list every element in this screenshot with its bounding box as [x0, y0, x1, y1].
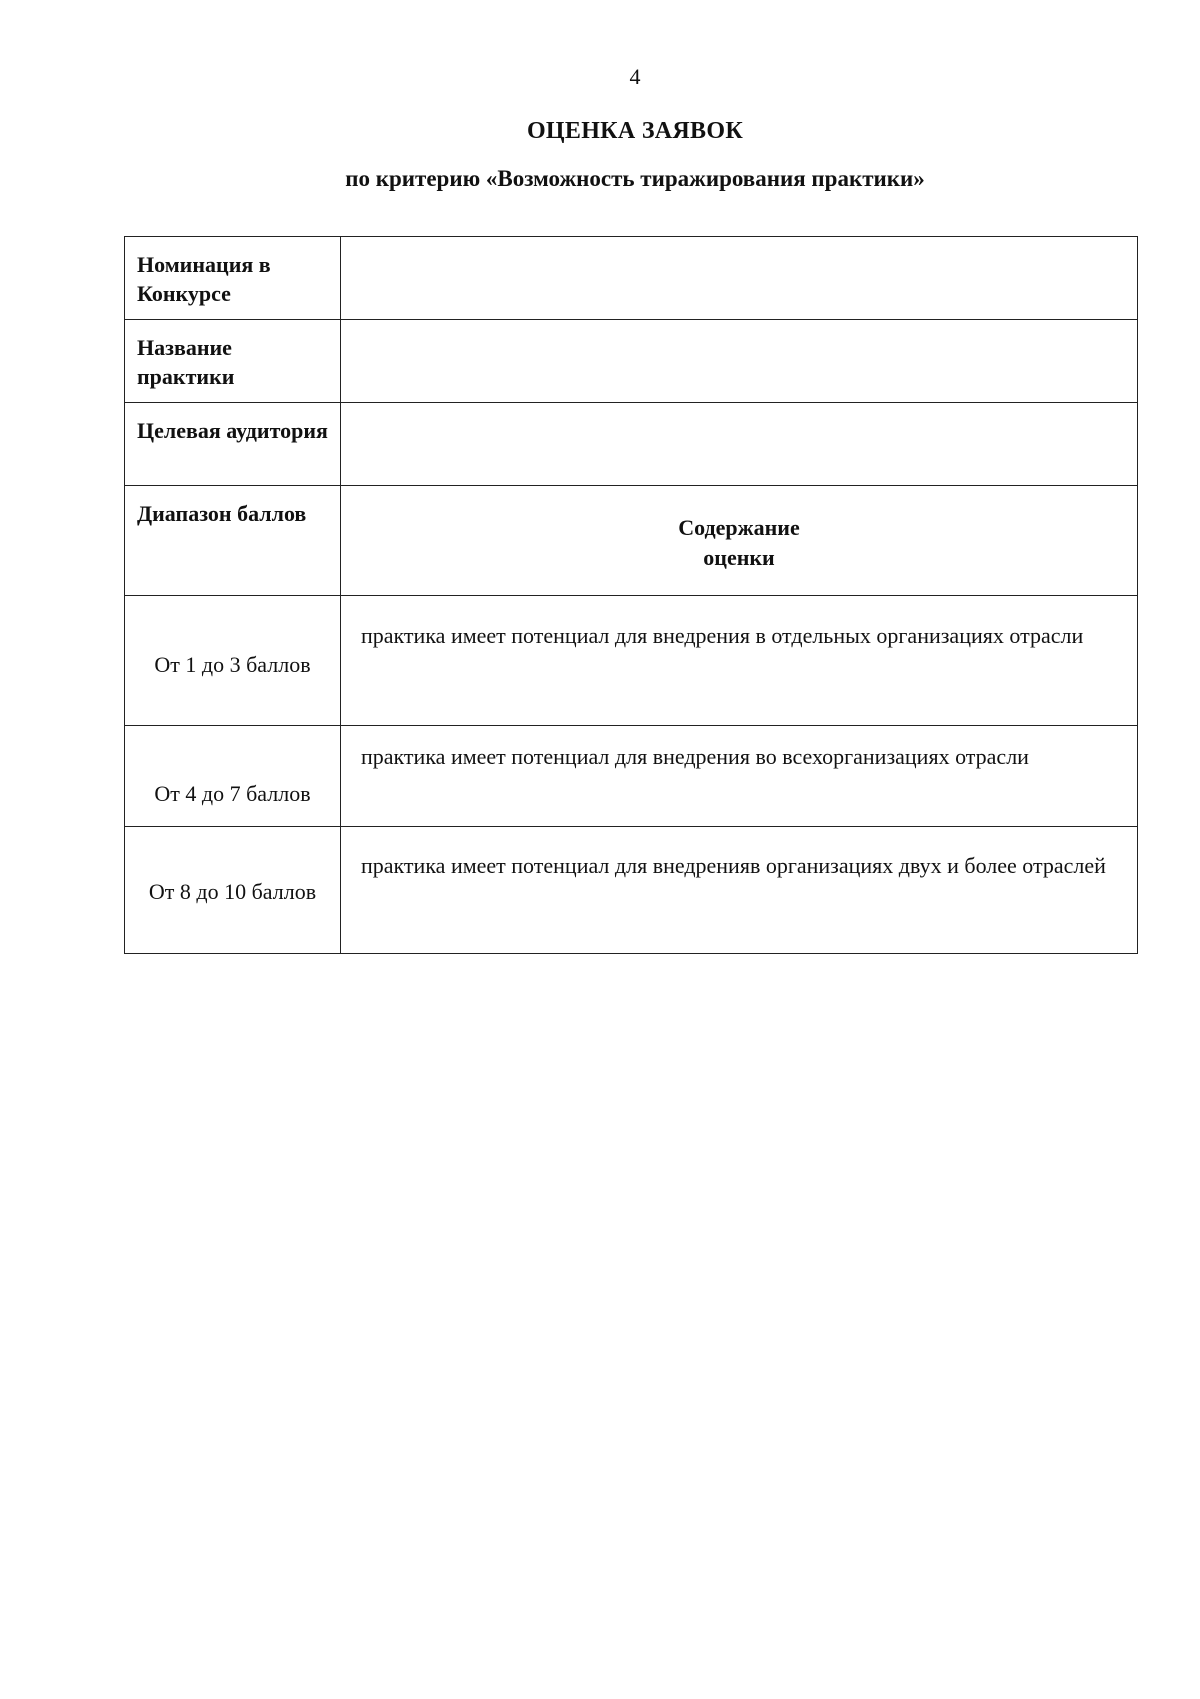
target-audience-value[interactable]: [341, 403, 1138, 486]
document-title: ОЦЕНКА ЗАЯВОК: [526, 118, 744, 144]
assessment-content-header-text: Содержание оценки: [678, 514, 800, 570]
table-row-nomination: [125, 237, 1138, 320]
practice-name-label: Название практики: [125, 320, 341, 403]
score-description-8-10: практика имеет потенциал для внедренияв организациях двух и более отраслей: [341, 827, 1138, 954]
nomination-label: Номинация в Конкурсе: [125, 237, 341, 320]
evaluation-table: [124, 236, 1138, 954]
table-row: [125, 596, 1138, 726]
target-audience-label: Целевая аудитория: [125, 403, 341, 486]
score-description-1-3: практика имеет потенциал для внедрения в отдельных организациях отрасли: [341, 596, 1138, 726]
assessment-content-header: [341, 486, 1138, 596]
score-range-1-3: От 1 до 3 баллов: [125, 596, 341, 726]
table-row-practice-name: [125, 320, 1138, 403]
practice-name-value[interactable]: [341, 320, 1138, 403]
table-row: [125, 726, 1138, 827]
score-description-4-7: практика имеет потенциал для внедрения во всехорганизациях отрасли: [341, 726, 1138, 827]
nomination-value[interactable]: [341, 237, 1138, 320]
table-row: [125, 827, 1138, 954]
table-header-row: [125, 486, 1138, 596]
document-subtitle: по критерию «Возможность тиражирования практики»: [345, 166, 925, 191]
page-number: 4: [629, 64, 641, 89]
score-range-4-7: От 4 до 7 баллов: [125, 726, 341, 827]
score-range-8-10: От 8 до 10 баллов: [125, 827, 341, 954]
score-range-header: Диапазон баллов: [125, 486, 341, 596]
table-row-target-audience: [125, 403, 1138, 486]
